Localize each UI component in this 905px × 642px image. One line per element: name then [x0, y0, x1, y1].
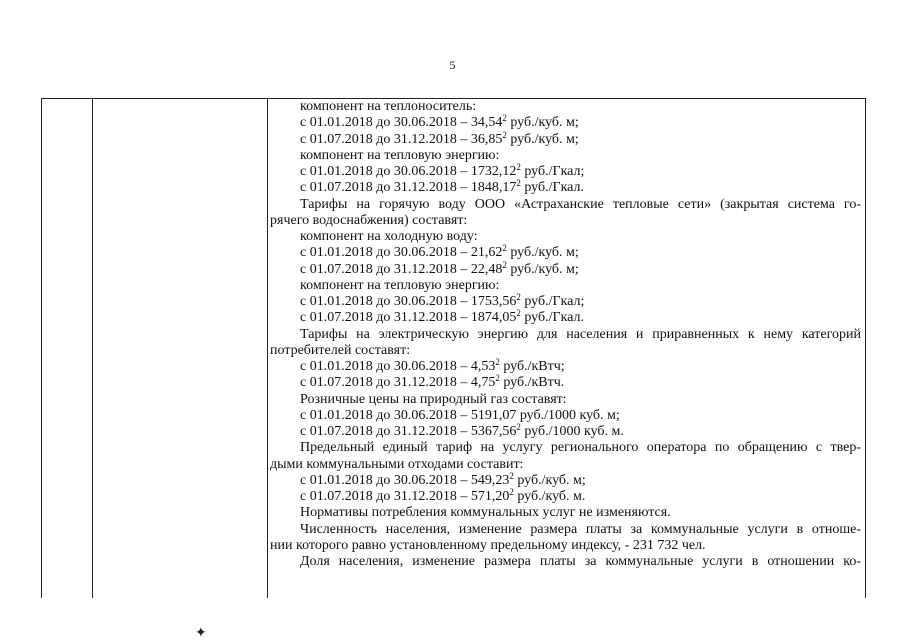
text-line-main: с 01.01.2018 до 30.06.2018 – 34,54 [300, 115, 503, 131]
text-line [270, 522, 861, 538]
text-line-main: с 01.07.2018 до 31.12.2018 – 36,85 [300, 131, 503, 147]
text-line [270, 489, 861, 505]
text-line-main: компонент на тепловую энергию: [300, 277, 500, 293]
text-line [270, 470, 861, 489]
text-line [270, 164, 861, 180]
text-line-main: с 01.01.2018 до 30.06.2018 – 5191,07 руб./1000 куб. м; [300, 407, 620, 423]
text-line [270, 115, 861, 131]
text-line-main: с 01.01.2018 до 30.06.2018 – 1732,12 [300, 164, 517, 179]
text-line-unit: руб./куб. м; [506, 245, 579, 261]
text-line-main: Доля населения, изменение размера платы за коммунальные услуги в отношении ко- [300, 554, 861, 569]
text-line-main: с 01.07.2018 до 31.12.2018 – 5367,56 [300, 424, 517, 439]
text-line-unit: руб./Гкал. [520, 310, 584, 326]
text-line-unit: руб./куб. м; [506, 261, 579, 277]
text-line-unit: руб./кВтч. [499, 375, 565, 391]
text-line-main: с 01.07.2018 до 31.12.2018 – 1848,17 [300, 180, 517, 196]
text-line-unit: руб./Гкал; [520, 164, 585, 179]
footnote-superscript: 2 [502, 259, 507, 270]
table-column-divider [267, 99, 268, 598]
text-line-main: с 01.07.2018 до 31.12.2018 – 22,48 [300, 261, 503, 277]
text-line [270, 99, 861, 115]
text-line-main: с 01.07.2018 до 31.12.2018 – 1874,05 [300, 310, 517, 326]
text-line-unit: руб./1000 куб. м. [520, 424, 624, 439]
text-line [270, 343, 861, 359]
text-line-unit: руб./кВтч; [499, 359, 565, 374]
text-line [270, 440, 861, 456]
text-line-main: компонент на тепловую энергию: [300, 147, 500, 163]
text-line-main: с 01.01.2018 до 30.06.2018 – 4,53 [300, 359, 496, 374]
text-line-main: с 01.01.2018 до 30.06.2018 – 1753,56 [300, 294, 517, 309]
table-column-divider [92, 99, 93, 598]
text-line [270, 197, 861, 213]
text-line-main: потребителей составят: [270, 342, 411, 358]
text-line [270, 505, 861, 521]
footnote-superscript: 2 [516, 162, 521, 172]
text-line-unit: руб./куб. м; [506, 115, 579, 131]
text-line [270, 180, 861, 196]
text-line-main: с 01.01.2018 до 30.06.2018 – 21,62 [300, 245, 503, 261]
text-line-main: Розничные цены на природный газ составят: [300, 391, 567, 407]
footnote-superscript: 2 [516, 292, 521, 302]
text-line [270, 327, 861, 343]
text-line [270, 392, 861, 408]
text-line [270, 408, 861, 424]
text-line-main: с 01.01.2018 до 30.06.2018 – 549,23 [300, 472, 510, 488]
text-line [270, 375, 861, 391]
text-line [270, 245, 861, 261]
text-line [270, 278, 861, 294]
text-line [270, 129, 861, 148]
text-line [270, 213, 861, 229]
text-line-main: Численность населения, изменение размера платы за коммунальные услуги в отноше- [300, 521, 861, 537]
page-number: 5 [449, 58, 456, 72]
footnote-superscript: 2 [516, 422, 521, 432]
footnote-superscript: 2 [502, 243, 507, 254]
footnote-superscript: 2 [516, 178, 521, 189]
text-line-main: компонент на холодную воду: [300, 229, 478, 244]
text-line-main: Предельный единый тариф на услугу регионального оператора по обращению с твер- [300, 440, 861, 456]
text-line-main: нии которого равно установленному предельному индексу, - 231 732 чел. [270, 537, 706, 553]
text-line-unit: руб./Гкал; [520, 294, 585, 309]
text-line-main: Тарифы на горячую воду ООО «Астраханские тепловые сети» (закрытая система го- [300, 196, 861, 212]
table-text-cell [270, 99, 861, 570]
footnote-superscript: 2 [495, 357, 500, 367]
document-table [41, 98, 866, 598]
footnote-superscript: 2 [509, 470, 514, 481]
text-line [270, 457, 861, 473]
text-line [270, 229, 861, 245]
footnote-superscript: 2 [495, 373, 500, 384]
text-line [270, 148, 861, 164]
text-line-unit: руб./куб. м. [513, 489, 586, 504]
footnote-superscript: 2 [502, 129, 507, 140]
scan-speck: ✦ [195, 626, 207, 641]
text-line [270, 538, 861, 554]
text-line-main: компонент на теплоноситель: [300, 99, 477, 114]
text-line-main: дыми коммунальными отходами составит: [270, 456, 524, 472]
text-line [270, 259, 861, 278]
text-line [270, 310, 861, 326]
text-line-unit: руб./куб. м; [506, 131, 579, 147]
text-line [270, 554, 861, 570]
text-line-main: Нормативы потребления коммунальных услуг не изменяются. [300, 505, 671, 521]
text-line [270, 424, 861, 440]
text-line [270, 294, 861, 310]
footnote-superscript: 2 [516, 308, 521, 319]
footnote-superscript: 2 [509, 487, 514, 497]
text-line-main: Тарифы на электрическую энергию для населения и приравненных к нему категорий [300, 326, 861, 342]
footnote-superscript: 2 [502, 113, 507, 124]
text-line-main: с 01.07.2018 до 31.12.2018 – 4,75 [300, 375, 496, 391]
text-line-unit: руб./Гкал. [520, 180, 584, 196]
text-line [270, 359, 861, 375]
text-line-main: рячего водоснабжения) составят: [270, 212, 468, 228]
text-line-unit: руб./куб. м; [513, 472, 586, 488]
text-line-main: с 01.07.2018 до 31.12.2018 – 571,20 [300, 489, 510, 504]
